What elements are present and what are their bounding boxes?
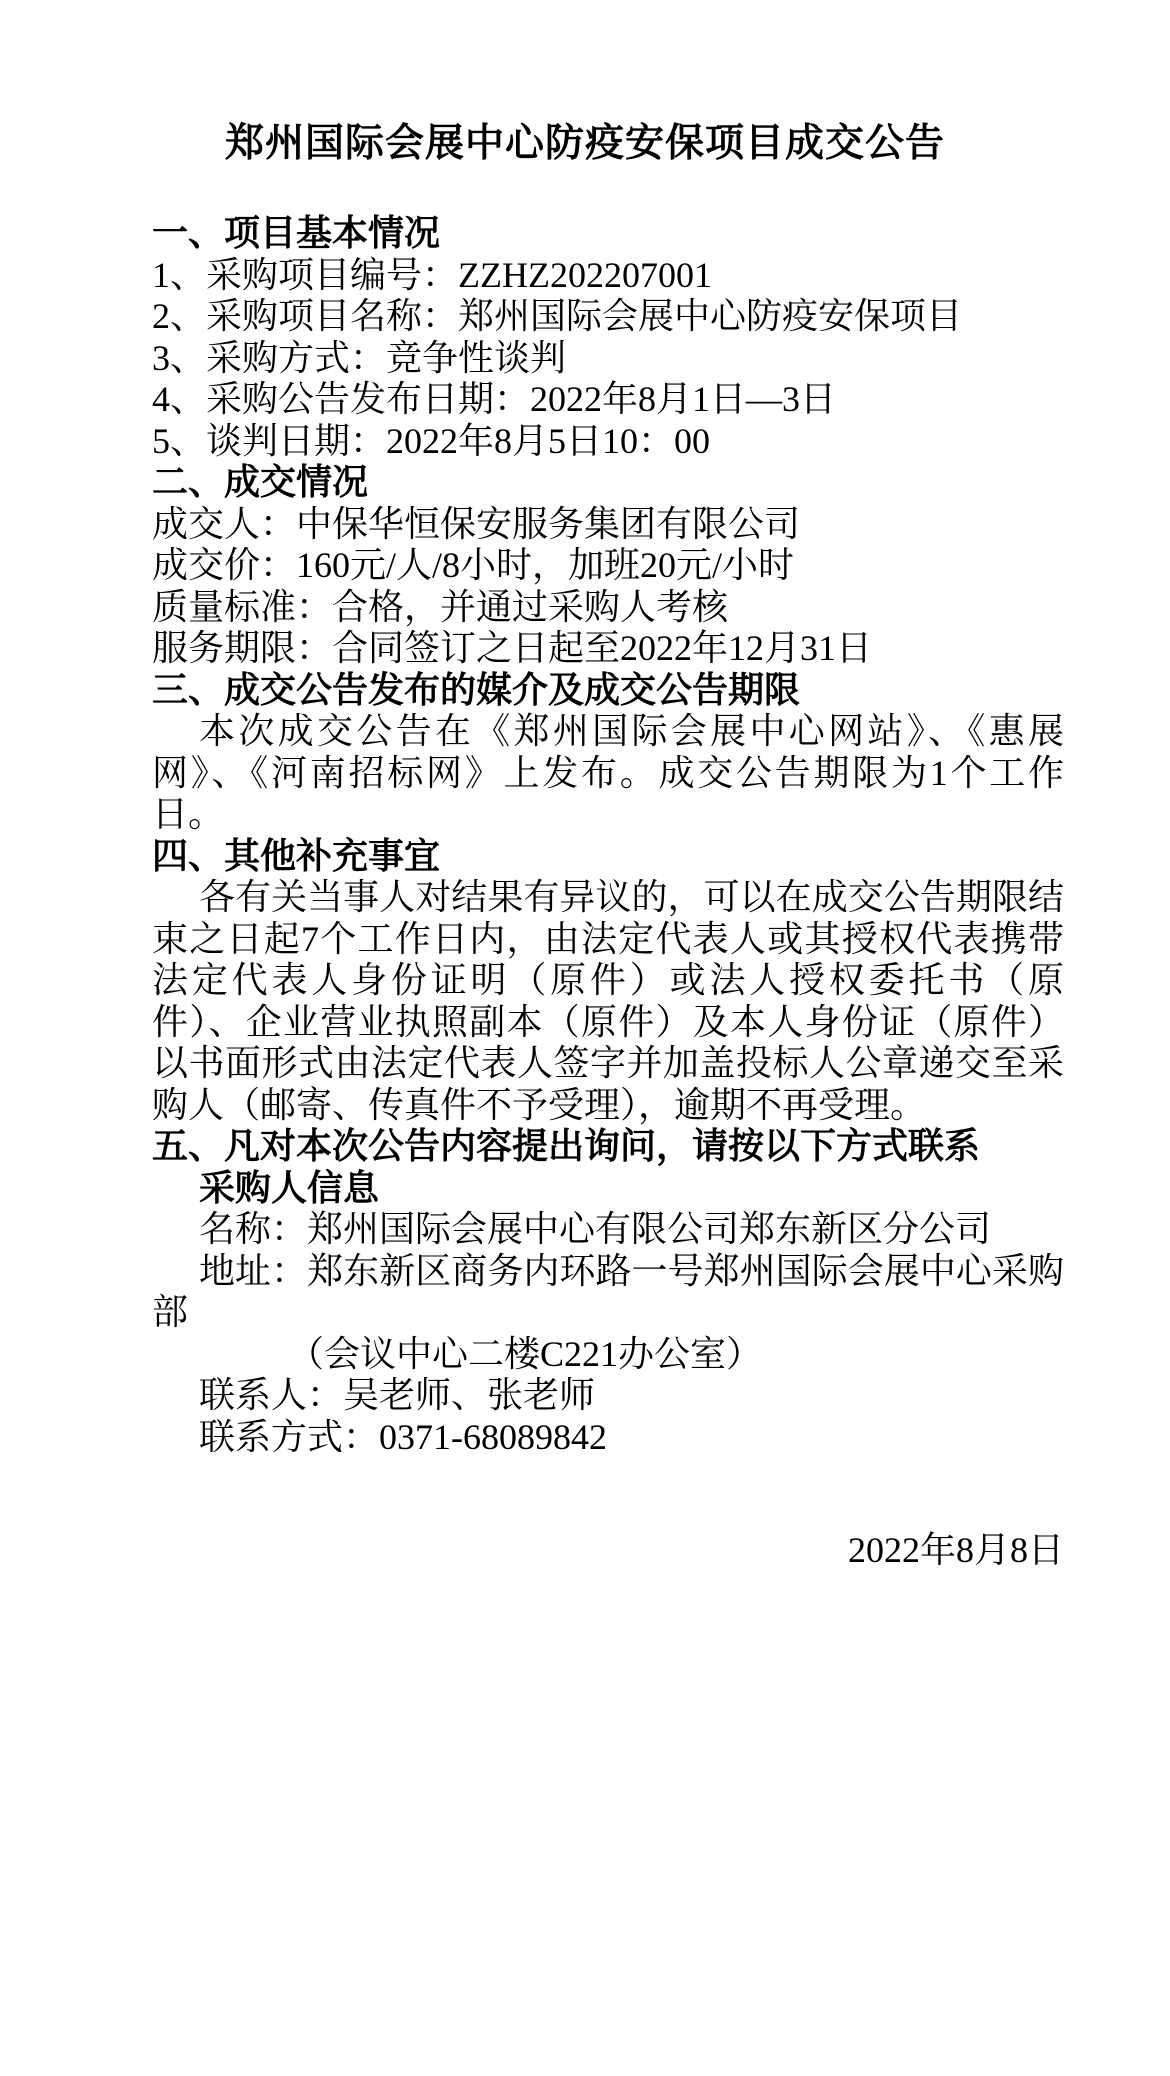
purchaser-address-note: （会议中心二楼C221办公室） — [288, 1333, 763, 1374]
service-period-line: 服务期限：合同签订之日起至2022年12月31日 — [152, 628, 873, 668]
announcement-date-line: 4、采购公告发布日期：2022年8月1日—3日 — [152, 379, 837, 419]
objection-paragraph: 各有关当事人对结果有异议的，可以在成交公告期限结束之日起7个工作日内，由法定代表人或其授权代表携带法定代表人身份证明（原件）或法人授权委托书（原件）、企业营业执照副本（原件）及本人身份证（原件）以书面形式由法定代表人签字并加盖投标人公章递交至采购人（邮寄、传真件不予受理），逾期不再受理。 — [152, 877, 1064, 1125]
signature-date: 2022年8月8日 — [847, 1530, 1064, 1570]
contact-person-line: 联系人：吴老师、张老师 — [199, 1375, 596, 1415]
purchaser-address-line: 地址：郑东新区商务内环路一号郑州国际会展中心采购部 — [152, 1250, 1064, 1332]
quality-standard-line: 质量标准：合格，并通过采购人考核 — [152, 586, 729, 627]
media-paragraph: 本次成交公告在《郑州国际会展中心网站》、《惠展网》、《河南招标网》上发布。成交公告期限为1个工作日。 — [152, 711, 1064, 834]
purchaser-info-subheading: 采购人信息 — [199, 1167, 380, 1208]
document-body — [152, 166, 1064, 1572]
price-line: 成交价：160元/人/8小时，加班20元/小时 — [152, 545, 795, 585]
project-name-line: 2、采购项目名称：郑州国际会展中心防疫安保项目 — [152, 296, 963, 336]
purchaser-name-line: 名称：郑州国际会展中心有限公司郑东新区分公司 — [199, 1209, 992, 1249]
section-4-heading: 四、其他补充事宜 — [152, 835, 441, 876]
section-3-heading: 三、成交公告发布的媒介及成交公告期限 — [152, 669, 801, 710]
negotiation-date-line: 5、谈判日期：2022年8月5日10：00 — [152, 420, 711, 461]
section-5-heading: 五、凡对本次公告内容提出询问，请按以下方式联系 — [152, 1126, 981, 1166]
section-2-heading: 二、成交情况 — [152, 462, 369, 502]
project-number-line: 1、采购项目编号：ZZHZ202207001 — [152, 254, 712, 295]
document-title: 郑州国际会展中心防疫安保项目成交公告 — [224, 122, 945, 165]
winner-line: 成交人：中保华恒保安服务集团有限公司 — [152, 503, 801, 544]
section-1-heading: 一、项目基本情况 — [152, 213, 441, 253]
procurement-method-line: 3、采购方式：竞争性谈判 — [152, 337, 567, 378]
contact-phone-line: 联系方式：0371-68089842 — [199, 1416, 607, 1457]
